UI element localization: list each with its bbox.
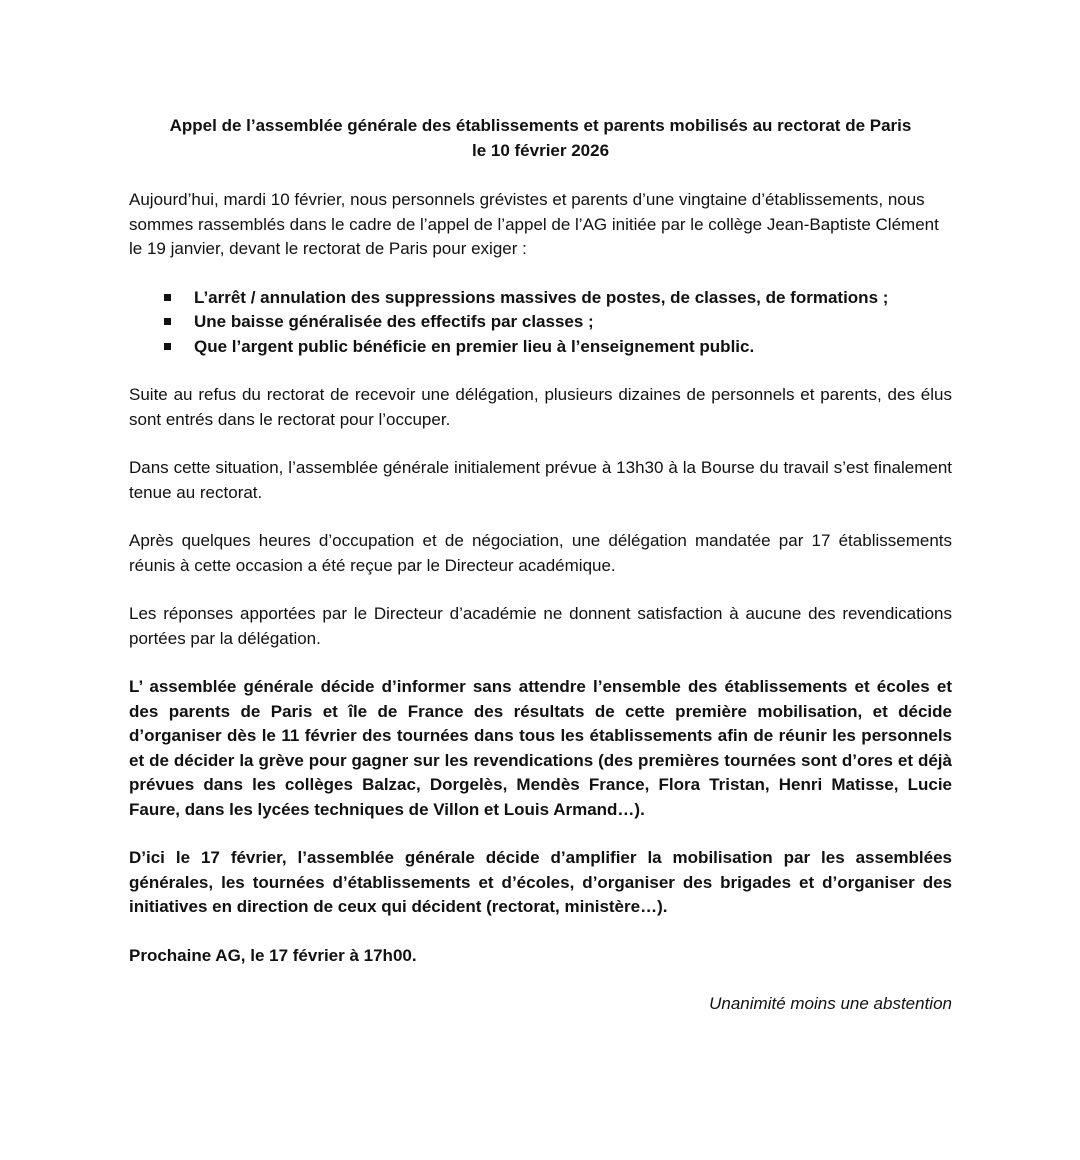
- demands-list: [129, 286, 952, 360]
- demand-text: L’arrêt / annulation des suppressions massives de postes, de classes, de formations ;: [194, 287, 889, 307]
- square-bullet-icon: [164, 318, 171, 325]
- response-paragraph: Les réponses apportées par le Directeur d’académie ne donnent satisfaction à aucune des revendications portées par la délégation.: [129, 604, 952, 648]
- square-bullet-icon: [164, 294, 171, 301]
- delegation-paragraph: Après quelques heures d’occupation et de négociation, une délégation mandatée par 17 établissements réunis à cette occasion a été reçue par le Directeur académique.: [129, 531, 952, 575]
- demand-item: [164, 310, 952, 335]
- decision-paragraph-1: L’ assemblée générale décide d’informer sans attendre l’ensemble des établissements et écoles et des parents de Paris et île de France des résultats de cette première mobilisation, et décide d’organiser dès le 11 février des tournées dans tous les établissements afin de réunir les personnels et de décider la grève pour gagner sur les revendications (des premières tournées sont d’ores et déjà prévues dans les collèges Balzac, Dorgelès, Mendès France, Flora Tristan, Henri Matisse, Lucie Faure, dans les lycées techniques de Villon et Louis Armand…).: [129, 677, 952, 819]
- title-line-2: le 10 février 2026: [471, 140, 610, 160]
- next-meeting: Prochaine AG, le 17 février à 17h00.: [129, 945, 417, 965]
- refusal-paragraph: Suite au refus du rectorat de recevoir une délégation, plusieurs dizaines de personnels et parents, des élus sont entrés dans le rectorat pour l’occuper.: [129, 385, 952, 429]
- demand-text: Que l’argent public bénéficie en premier lieu à l’enseignement public.: [194, 336, 755, 356]
- square-bullet-icon: [164, 343, 171, 350]
- decision-paragraph-2: D’ici le 17 février, l’assemblée générale décide d’amplifier la mobilisation par les assemblées générales, les tournées d’établissements et d’écoles, d’organiser des brigades et d’organiser des initiatives en direction de ceux qui décident (rectorat, ministère…).: [129, 848, 952, 916]
- intro-paragraph: Aujourd’hui, mardi 10 février, nous personnels grévistes et parents d’une vingtaine d’établissements, nous sommes rassemblés dans le cadre de l’appel de l’appel de l’AG initiée par le collège Jean-Baptiste Clément le 19 janvier, devant le rectorat de Paris pour exiger :: [129, 190, 939, 258]
- title-line-1: Appel de l’assemblée générale des établissements et parents mobilisés au rectorat de Paris: [169, 116, 912, 135]
- document-page: [129, 114, 952, 1041]
- vote-result: Unanimité moins une abstention: [709, 994, 952, 1013]
- demand-item: [164, 335, 952, 360]
- document-title: [129, 114, 952, 163]
- demand-item: [164, 286, 952, 311]
- demand-text: Une baisse généralisée des effectifs par classes ;: [194, 312, 594, 331]
- assembly-location-paragraph: Dans cette situation, l’assemblée générale initialement prévue à 13h30 à la Bourse du travail s’est finalement tenue au rectorat.: [129, 458, 952, 502]
